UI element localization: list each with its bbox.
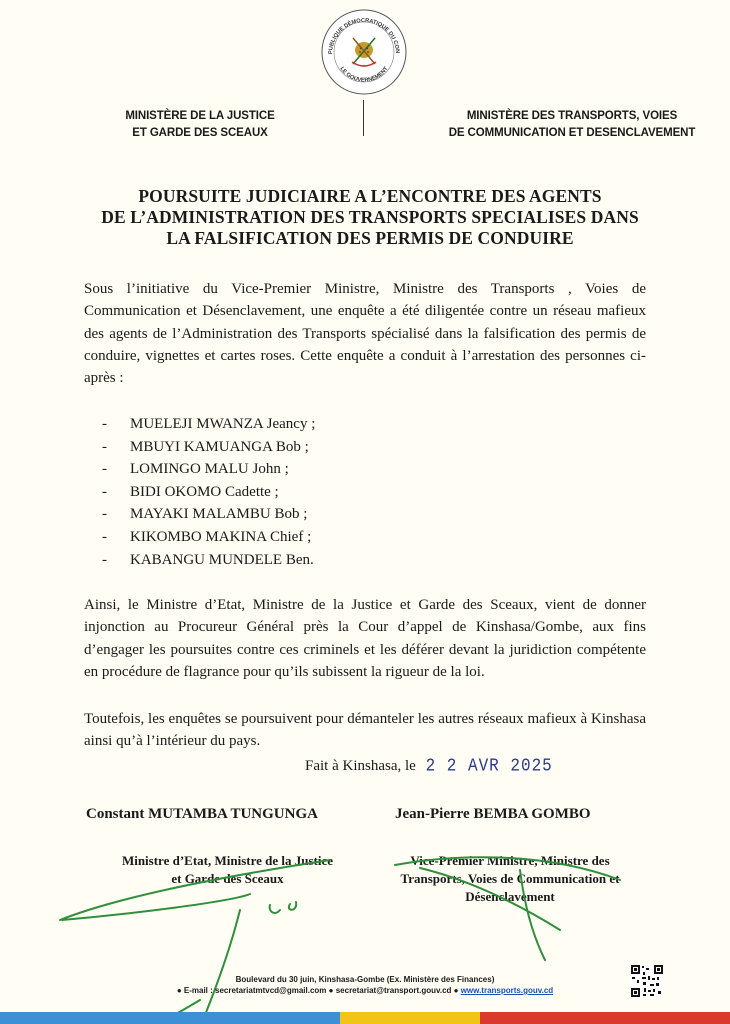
person-name: BIDI OKOMO Cadette ; — [130, 483, 279, 500]
list-dash: - — [102, 416, 107, 432]
title-line3: LA FALSIFICATION DES PERMIS DE CONDUIRE — [166, 228, 574, 248]
signatory-left-title-line2: et Garde des Sceaux — [171, 871, 284, 886]
footer-bullet-icon: ● — [176, 986, 184, 995]
list-dash: - — [102, 438, 107, 455]
seal-emblem-icon — [320, 8, 408, 96]
list-dash: - — [102, 483, 107, 500]
intro-paragraph: Sous l’initiative du Vice-Premier Ministre, Ministre des Transports , Voies de Communication et Désenclavement, une enquête a été diligentée contre un réseau mafieux des agents de l’Administration des Transports spécialisé dans la falsification des permis de conduire, vignettes et cartes roses. Cette enquête a conduit à l’arrestation des personnes ci-après : — [84, 281, 646, 387]
person-name: KABANGU MUNDELE Ben. — [130, 551, 314, 568]
signatory-left-name — [86, 806, 318, 823]
ministry-right-line1: MINISTÈRE DES TRANSPORTS, VOIES — [466, 110, 678, 122]
ministry-justice-header — [110, 108, 290, 142]
flag-bar-blue — [0, 1012, 340, 1024]
government-seal — [320, 8, 408, 96]
flag-color-bar — [0, 1012, 730, 1024]
person-name: LOMINGO MALU John ; — [130, 461, 289, 478]
list-item — [102, 458, 315, 481]
flag-bar-red — [480, 1012, 730, 1024]
signatory-right-title-line2: Transports, Voies de Communication et — [400, 871, 620, 886]
person-name: MUELEJI MWANZA Jeancy ; — [130, 416, 316, 432]
list-item — [102, 436, 315, 459]
list-dash: - — [102, 506, 107, 523]
list-dash: - — [102, 528, 107, 545]
header-divider — [363, 100, 364, 136]
list-dash: - — [102, 461, 107, 478]
signatory-right-title — [372, 852, 648, 906]
signatory-left-title — [100, 852, 355, 888]
person-name: MAYAKI MALAMBU Bob ; — [130, 506, 308, 523]
qr-code-icon — [630, 964, 664, 998]
dateline — [305, 757, 553, 775]
footer-bullet-icon: ● — [328, 986, 336, 995]
signatory-right-surname: BEMBA GOMBO — [473, 806, 591, 822]
document-title — [90, 186, 650, 249]
title-line2: DE L’ADMINISTRATION DES TRANSPORTS SPECIALISES DANS — [101, 207, 639, 227]
footer-website-link[interactable]: www.transports.gouv.cd — [460, 986, 554, 995]
list-item — [102, 503, 315, 526]
footer-address: Boulevard du 30 juin, Kinshasa-Gombe (Ex. Ministère des Finances) — [235, 975, 495, 984]
ministry-left-line2: ET GARDE DES SCEAUX — [132, 127, 268, 139]
injunction-paragraph: Ainsi, le Ministre d’Etat, Ministre de la Justice et Garde des Sceaux, vient de donner injonction au Procureur Général près la Cour d’appel de Kinshasa/Gombe, aux fins d’engager les poursuites contre ces criminels et les déférer devant la juridiction compétente en procédure de flagrance pour qu’ils subissent la rigueur de la loi. — [84, 597, 646, 680]
signatory-right-name — [395, 806, 591, 823]
ministry-transports-header — [448, 108, 696, 142]
footer — [150, 974, 580, 996]
flag-bar-yellow — [340, 1012, 480, 1024]
list-item — [102, 526, 315, 549]
list-item — [102, 549, 315, 572]
person-name: KIKOMBO MAKINA Chief ; — [130, 528, 312, 545]
signatory-left-surname: MUTAMBA TUNGUNGA — [148, 806, 318, 822]
footer-contacts — [150, 985, 580, 996]
title-line1: POURSUITE JUDICIAIRE A L’ENCONTRE DES AGENTS — [138, 186, 602, 206]
list-item — [102, 481, 315, 504]
footer-email2[interactable]: secretariat@transport.gouv.cd — [335, 986, 452, 995]
dateline-text: Fait à Kinshasa, le — [305, 758, 416, 774]
person-name: MBUYI KAMUANGA Bob ; — [130, 438, 309, 455]
footer-bullet-icon: ● — [453, 986, 461, 995]
arrested-persons-list — [102, 413, 315, 571]
signatory-left-title-line1: Ministre d’Etat, Ministre de la Justice — [121, 853, 334, 868]
list-item — [102, 413, 315, 436]
seal-top-text: PUBLIQUE DÉMOCRATIQUE DU CON — [327, 17, 401, 55]
signatory-left-firstname: Constant — [86, 806, 149, 822]
signatory-right-firstname: Jean-Pierre — [395, 806, 474, 822]
ministry-left-line1: MINISTÈRE DE LA JUSTICE — [125, 110, 275, 122]
seal-bottom-text: LE GOUVERNEMENT — [338, 66, 390, 84]
signatory-right-title-line1: Vice-Premier Ministre, Ministre des — [410, 853, 610, 868]
signatory-right-title-line3: Désenclavement — [465, 889, 555, 904]
date-stamp: 2 2 AVR 2025 — [425, 755, 553, 777]
footer-email1[interactable]: E-mail : secretariatmtvcd@gmail.com — [183, 986, 327, 995]
ministry-right-line2: DE COMMUNICATION ET DESENCLAVEMENT — [448, 127, 696, 139]
closing-paragraph: Toutefois, les enquêtes se poursuivent pour démanteler les autres réseaux mafieux à Kinshasa ainsi qu’à l’intérieur du pays. — [84, 711, 646, 750]
list-dash: - — [102, 551, 107, 568]
